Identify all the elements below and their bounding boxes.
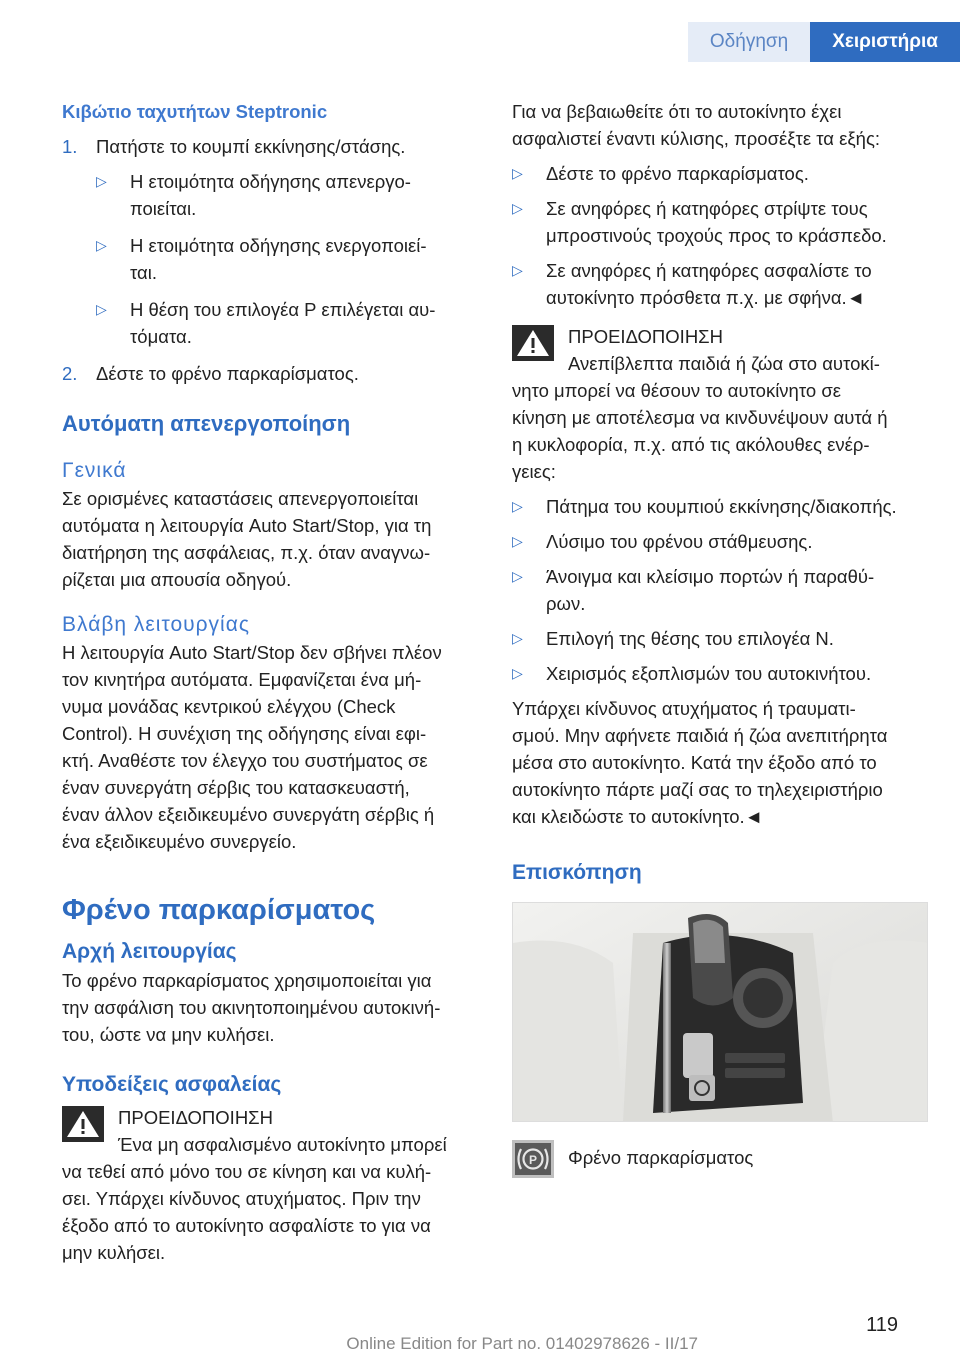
warning-box: ΠΡΟΕΙΔΟΠΟΙΗΣΗ Ένα μη ασφαλισμένο αυτοκίνητο μπορεί [62, 1104, 482, 1158]
bullet-icon: ▷ [512, 200, 523, 216]
chapter-tabs [688, 22, 960, 62]
intro-paragraph: Για να βεβαιωθείτε ότι το αυτοκίνητο έχει ασφαλιστεί έναντι κύλισης, προσέξτε τα εξής: [512, 101, 880, 149]
list-item: ▷ Άνοιγμα και κλείσιμο πορτών ή παραθύ‐ ρων. [512, 563, 930, 617]
principle-heading: Αρχή λειτουργίας [62, 940, 237, 963]
parking-brake-icon [512, 1140, 554, 1178]
warning-label: ΠΡΟΕΙΔΟΠΟΙΗΣΗ [568, 326, 723, 347]
warning-triangle-icon [62, 1106, 104, 1142]
parking-brake-heading: Φρένο παρκαρίσματος [62, 894, 376, 926]
list-item: ▷ Σε ανηφόρες ή κατηφόρες στρίψτε τους μπροστινούς τροχούς προς το κράσπεδο. [512, 195, 930, 249]
list-item: ▷ Δέστε το φρένο παρκαρίσματος. [512, 160, 930, 187]
list-item: ▷ Λύσιμο του φρένου στάθμευσης. [512, 528, 930, 555]
step-2: 2. Δέστε το φρένο παρκαρίσματος. [62, 363, 359, 384]
warning-box: ΠΡΟΕΙΔΟΠΟΙΗΣΗ Ανεπίβλεπτα παιδιά ή ζώα στο αυτοκί‐ [512, 323, 930, 377]
right-column [512, 98, 930, 1178]
bullet-icon: ▷ [512, 262, 523, 278]
general-heading: Γενικά [62, 459, 127, 482]
bullet-icon: ▷ [96, 301, 107, 317]
parking-brake-legend [512, 1140, 930, 1178]
bullet-icon: ▷ [96, 173, 107, 189]
auto-off-heading: Αυτόματη απενεργοποίηση [62, 411, 351, 436]
list-item: ▷ Πάτημα του κουμπιού εκκίνησης/διακοπής. [512, 493, 930, 520]
list-item: ▷ Η θέση του επιλογέα P επιλέγεται αυ‐ τόματα. [96, 296, 482, 350]
bullet-icon: ▷ [512, 498, 523, 514]
list-item: ▷ Η ετοιμότητα οδήγησης απενεργο‐ ποιείται. [96, 168, 482, 222]
general-paragraph: Σε ορισμένες καταστάσεις απενεργοποιείται αυτόματα η λειτουργία Auto Start/Stop, για τη διατήρηση της ασφάλειας, π.χ. όταν αναγνω‐ ρίζεται μια απουσία οδηγού. [62, 488, 432, 590]
step-1: 1. Πατήστε το κουμπί εκκίνησης/στάσης. [62, 136, 406, 157]
warning-label: ΠΡΟΕΙΔΟΠΟΙΗΣΗ [118, 1107, 273, 1128]
overview-heading: Επισκόπηση [512, 861, 642, 884]
safety-heading: Υποδείξεις ασφαλείας [62, 1073, 282, 1096]
tab-controls[interactable]: Χειριστήρια [810, 22, 960, 62]
bullet-icon: ▷ [512, 665, 523, 681]
tab-driving[interactable]: Οδήγηση [688, 22, 810, 62]
list-item: ▷ Η ετοιμότητα οδήγησης ενεργοποιεί‐ ται. [96, 232, 482, 286]
warning-paragraph: να τεθεί από μόνο του σε κίνηση και να κυλή‐ σει. Υπάρχει κίνδυνος ατυχήματος. Πριν την έξοδο από το αυτοκίνητο ασφαλίστε το για να μην κυλήσει. [62, 1161, 432, 1263]
svg-text:P: P [528, 1153, 538, 1167]
fault-paragraph: Η λειτουργία Auto Start/Stop δεν σβήνει πλέον τον κινητήρα αυτόματα. Εμφανίζεται ένα μή‐ νυμα μονάδας κεντρικού ελέγχου (Check Control). Η συνέχιση της οδήγησης είναι εφι‐ κτή. Αναθέστε τον έλεγχο του συστήματος σε έναν συνεργάτη σέρβις του κατασκευαστή, έναν άλλον εξειδικευμένο συνεργάτη σέρβις ή ένα εξειδικευμένο συνεργείο. [62, 642, 442, 852]
principle-paragraph: Το φρένο παρκαρίσματος χρησιμοποιείται για την ασφάλιση του ακινητοποιημένου αυτοκινή‐ του, ώστε να μην κυλήσει. [62, 970, 441, 1045]
fault-heading: Βλάβη λειτουργίας [62, 613, 250, 636]
parking-brake-caption: Φρένο παρκαρίσματος [568, 1147, 754, 1168]
steptronic-title: Κιβώτιο ταχυτήτων Steptronic [62, 101, 328, 122]
center-console-illustration [513, 903, 928, 1122]
list-item: ▷ Σε ανηφόρες ή κατηφόρες ασφαλίστε το αυτοκίνητο πρόσθετα π.χ. με σφήνα.◄ [512, 257, 930, 311]
bullet-icon: ▷ [512, 533, 523, 549]
left-column [62, 98, 482, 1266]
bullet-icon: ▷ [512, 630, 523, 646]
warning-triangle-icon [512, 325, 554, 361]
page-number: 119 [866, 1314, 898, 1336]
center-console-photo [512, 902, 928, 1122]
warning-paragraph: νητο μπορεί να θέσουν το αυτοκίνητο σε κίνηση με αποτέλεσμα να κινδυνέψουν αυτά ή η κυκλοφορία, π.χ. από τις ακόλουθες ενέρ‐ γειες: [512, 380, 888, 482]
list-item: ▷ Χειρισμός εξοπλισμών του αυτοκινήτου. [512, 660, 930, 687]
edition-note: Online Edition for Part no. 01402978626 - II/17 [346, 1334, 698, 1353]
list-item: ▷ Επιλογή της θέσης του επιλογέα N. [512, 625, 930, 652]
bullet-icon: ▷ [96, 237, 107, 253]
bullet-icon: ▷ [512, 165, 523, 181]
risk-paragraph: Υπάρχει κίνδυνος ατυχήματος ή τραυματι‐ σμού. Μην αφήνετε παιδιά ή ζώα ανεπιτήρητα μέσα στο αυτοκίνητο. Κατά την έξοδο από το αυτοκίνητο πάρτε μαζί σας το τηλεχειριστήριο και κλειδώστε το αυτοκίνητο.◄ [512, 698, 888, 827]
bullet-icon: ▷ [512, 568, 523, 584]
